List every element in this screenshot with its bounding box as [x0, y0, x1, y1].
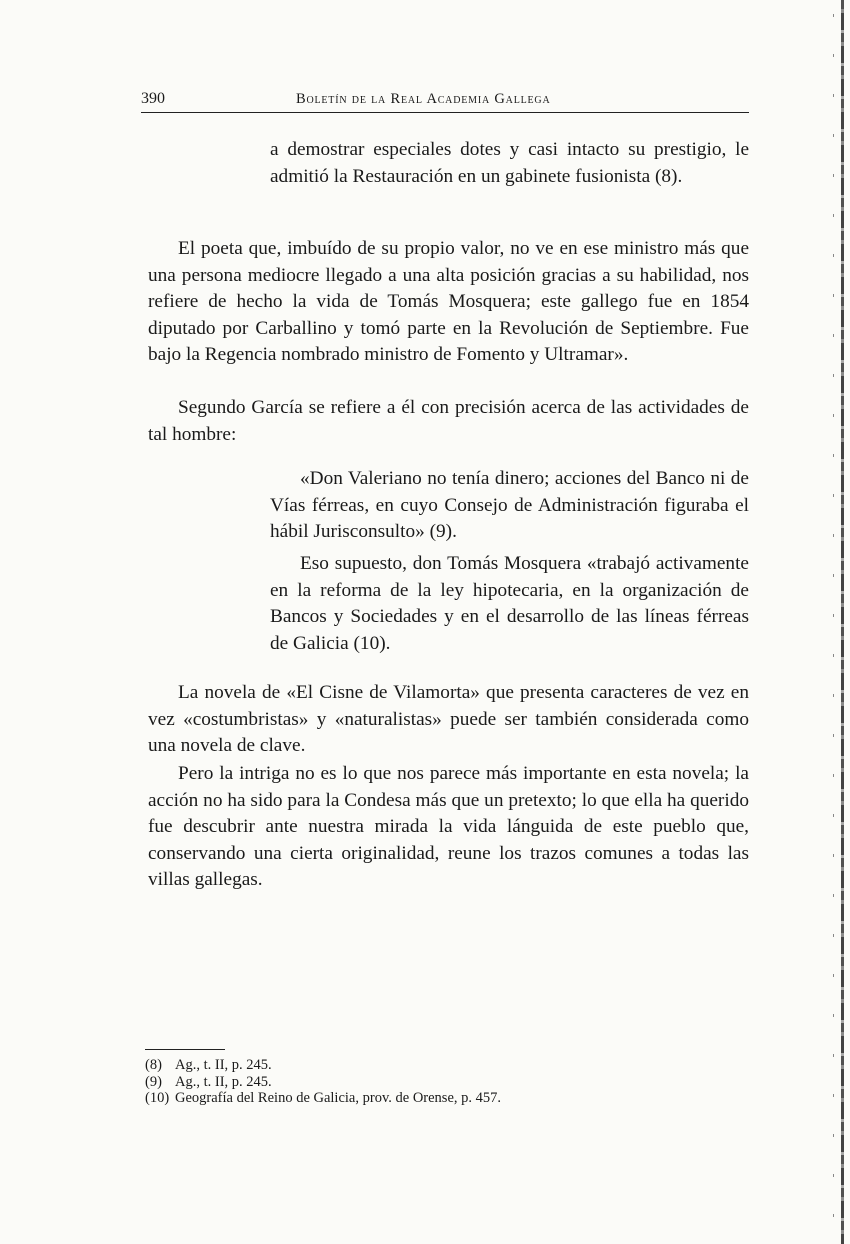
scan-edge — [841, 0, 844, 1244]
block-quote-mosquera: Eso supuesto, don Tomás Mosquera «trabajó activamente en la reforma de la ley hipotecaria, en la organización de Bancos y Sociedades y en el desarrollo de las líneas férreas de Galicia (10). — [270, 553, 749, 654]
quote-continuation: a demostrar especiales dotes y casi intacto su prestigio, le admitió la Restauración en un gabinete fusionista (8). — [270, 139, 749, 187]
paragraph-poeta: El poeta que, imbuído de su propio valor, no ve en ese ministro más que una persona mediocre llegado a una alta posición gracias a su habilidad, nos refiere de hecho la vida de Tomás Mosquera; este gallego fue en 1854 diputado por Carballino y tomó parte en la Revolución de Septiembre. Fue bajo la Regencia nombrado ministro de Fomento y Ultramar». — [148, 238, 749, 366]
footnote — [145, 1057, 745, 1074]
footnote-mark: (9) — [145, 1073, 162, 1090]
paragraph-intriga: Pero la intriga no es lo que nos parece más importante en esta novela; la acción no ha sido para la Condesa más que un pretexto; lo que ella ha querido fue descubrir ante nuestra mirada la vida lánguida de este pueblo que, conservando una cierta originalidad, reune los trazos comunes a todas las villas gallegas. — [148, 763, 749, 891]
footnotes — [145, 1057, 745, 1107]
footnote-mark: (8) — [145, 1057, 162, 1073]
footnote-text: Geografía del Reino de Galicia, prov. de Orense, p. 457. — [175, 1090, 502, 1106]
footnote — [145, 1074, 745, 1091]
block-quote-valeriano: «Don Valeriano no tenía dinero; acciones del Banco ni de Vías férreas, en cuyo Consejo de Administración figuraba el hábil Jurisconsulto» (9). — [270, 468, 749, 543]
footnote-rule — [145, 1049, 225, 1050]
footnote-mark: (10) — [145, 1090, 170, 1106]
scan-edge-shadow — [833, 0, 834, 1244]
paragraph-segundo-garcia: Segundo García se refiere a él con precisión acerca de las actividades de tal hombre: — [148, 397, 749, 445]
footnote-text: Ag., t. II, p. 245. — [175, 1057, 272, 1073]
paragraph-novela: La novela de «El Cisne de Vilamorta» que presenta caracteres de vez en vez «costumbristas» y «naturalistas» puede ser también considerada como una novela de clave. — [148, 682, 749, 757]
running-head: Boletín de la Real Academia Gallega — [296, 91, 551, 107]
page-number: 390 — [141, 90, 165, 107]
footnote — [145, 1090, 745, 1107]
page-header — [141, 88, 749, 113]
footnote-text: Ag., t. II, p. 245. — [175, 1073, 272, 1090]
